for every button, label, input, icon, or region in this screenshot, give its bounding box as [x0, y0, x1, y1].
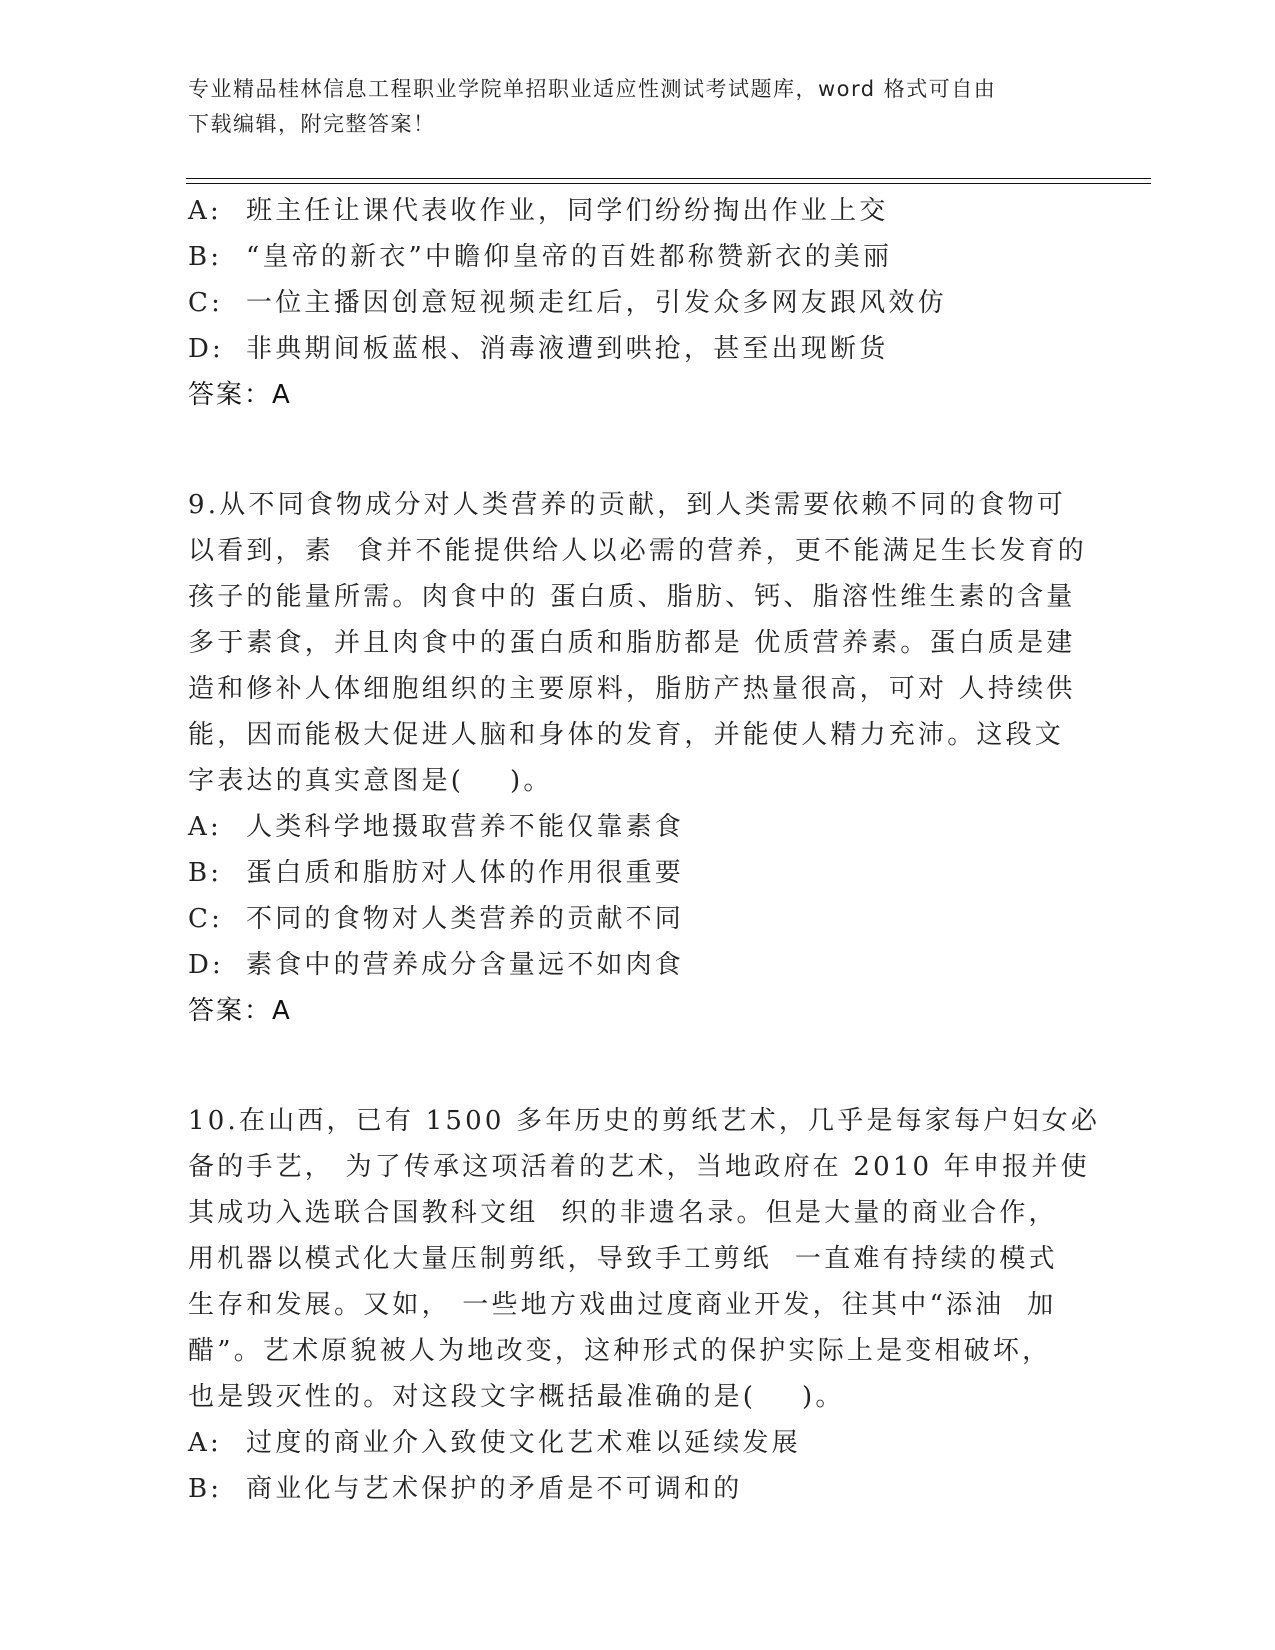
- q8-option-a: [188, 188, 1088, 234]
- q9-answer: 答案：A: [188, 996, 292, 1026]
- q9-option-d: [188, 942, 1088, 988]
- q10-stem-line: 也是毁灭性的。对这段文字概括最准确的是( )。: [188, 1382, 845, 1412]
- q10-stem-line: 10.在山西，已有 1500 多年历史的剪纸艺术，几乎是每家每户妇女必: [188, 1106, 1101, 1136]
- q10-option-b: [188, 1466, 1088, 1512]
- option-text: 人类科学地摄取营养不能仅靠素食: [246, 812, 685, 842]
- option-key: A:: [188, 812, 222, 842]
- q8-answer: 答案：A: [188, 380, 292, 410]
- q9-option-c: [188, 896, 1088, 942]
- q9-stem-line: 9.从不同食物成分对人类营养的贡献，到人类需要依赖不同的食物可: [188, 490, 1067, 520]
- option-text: 蛋白质和脂肪对人体的作用很重要: [246, 858, 685, 888]
- option-text: “皇帝的新衣”中瞻仰皇帝的百姓都称赞新衣的美丽: [246, 242, 893, 272]
- page-header: [188, 72, 1088, 142]
- option-key: C:: [188, 904, 224, 934]
- header-line-2: 下载编辑，附完整答案！: [188, 112, 436, 136]
- header-divider-bottom: [186, 183, 1151, 184]
- document-body: [188, 188, 1101, 1512]
- option-key: D:: [188, 334, 225, 364]
- option-text: 不同的食物对人类营养的贡献不同: [246, 904, 685, 934]
- option-text: 过度的商业介入致使文化艺术难以延续发展: [246, 1428, 801, 1458]
- q9-stem-line: 字表达的真实意图是( )。: [188, 766, 553, 796]
- option-text: 非典期间板蓝根、消毒液遭到哄抢，甚至出现断货: [246, 334, 889, 364]
- header-divider-top: [186, 178, 1151, 179]
- option-text: 一位主播因创意短视频走红后，引发众多网友跟风效仿: [246, 288, 947, 318]
- q10-stem-line: 用机器以模式化大量压制剪纸，导致手工剪纸 一直难有持续的模式: [188, 1244, 1058, 1274]
- question-9: [188, 482, 1088, 1034]
- option-key: C:: [188, 288, 224, 318]
- question-10: [188, 1098, 1101, 1512]
- option-text: 素食中的营养成分含量远不如肉食: [246, 950, 685, 980]
- q9-option-a: [188, 804, 1088, 850]
- option-text: 商业化与艺术保护的矛盾是不可调和的: [246, 1474, 743, 1504]
- option-key: A:: [188, 196, 222, 226]
- q9-stem-line: 多于素食，并且肉食中的蛋白质和脂肪都是 优质营养素。蛋白质是建: [188, 628, 1076, 658]
- q9-option-b: [188, 850, 1088, 896]
- option-key: D:: [188, 950, 225, 980]
- question-8: [188, 188, 1088, 418]
- q9-stem-line: 造和修补人体细胞组织的主要原料，脂肪产热量很高，可对 人持续供: [188, 674, 1076, 704]
- q10-stem-line: 生存和发展。又如， 一些地方戏曲过度商业开发，往其中“添油 加: [188, 1290, 1057, 1320]
- q10-stem-line: 醋”。艺术原貌被人为地改变，这种形式的保护实际上是变相破坏，: [188, 1336, 1052, 1366]
- option-key: B:: [188, 242, 223, 272]
- q9-stem-line: 孩子的能量所需。肉食中的 蛋白质、脂肪、钙、脂溶性维生素的含量: [188, 582, 1076, 612]
- q10-stem-line: 备的手艺， 为了传承这项活着的艺术，当地政府在 2010 年申报并使: [188, 1152, 1090, 1182]
- q10-stem-line: 其成功入选联合国教科文组 织的非遗名录。但是大量的商业合作，: [188, 1198, 1058, 1228]
- q8-option-d: [188, 326, 1088, 372]
- option-key: B:: [188, 858, 223, 888]
- q8-option-b: [188, 234, 1088, 280]
- q9-stem-line: 以看到，素 食并不能提供给人以必需的营养，更不能满足生长发育的: [188, 536, 1087, 566]
- q10-option-a: [188, 1420, 1088, 1466]
- q9-stem-line: 能，因而能极大促进人脑和身体的发育，并能使人精力充沛。这段文: [188, 720, 1065, 750]
- option-key: A:: [188, 1428, 222, 1458]
- option-text: 班主任让课代表收作业，同学们纷纷掏出作业上交: [246, 196, 889, 226]
- q8-option-c: [188, 280, 1088, 326]
- option-key: B:: [188, 1474, 223, 1504]
- header-line-1: 专业精品桂林信息工程职业学院单招职业适应性测试考试题库，word 格式可自由: [188, 77, 997, 101]
